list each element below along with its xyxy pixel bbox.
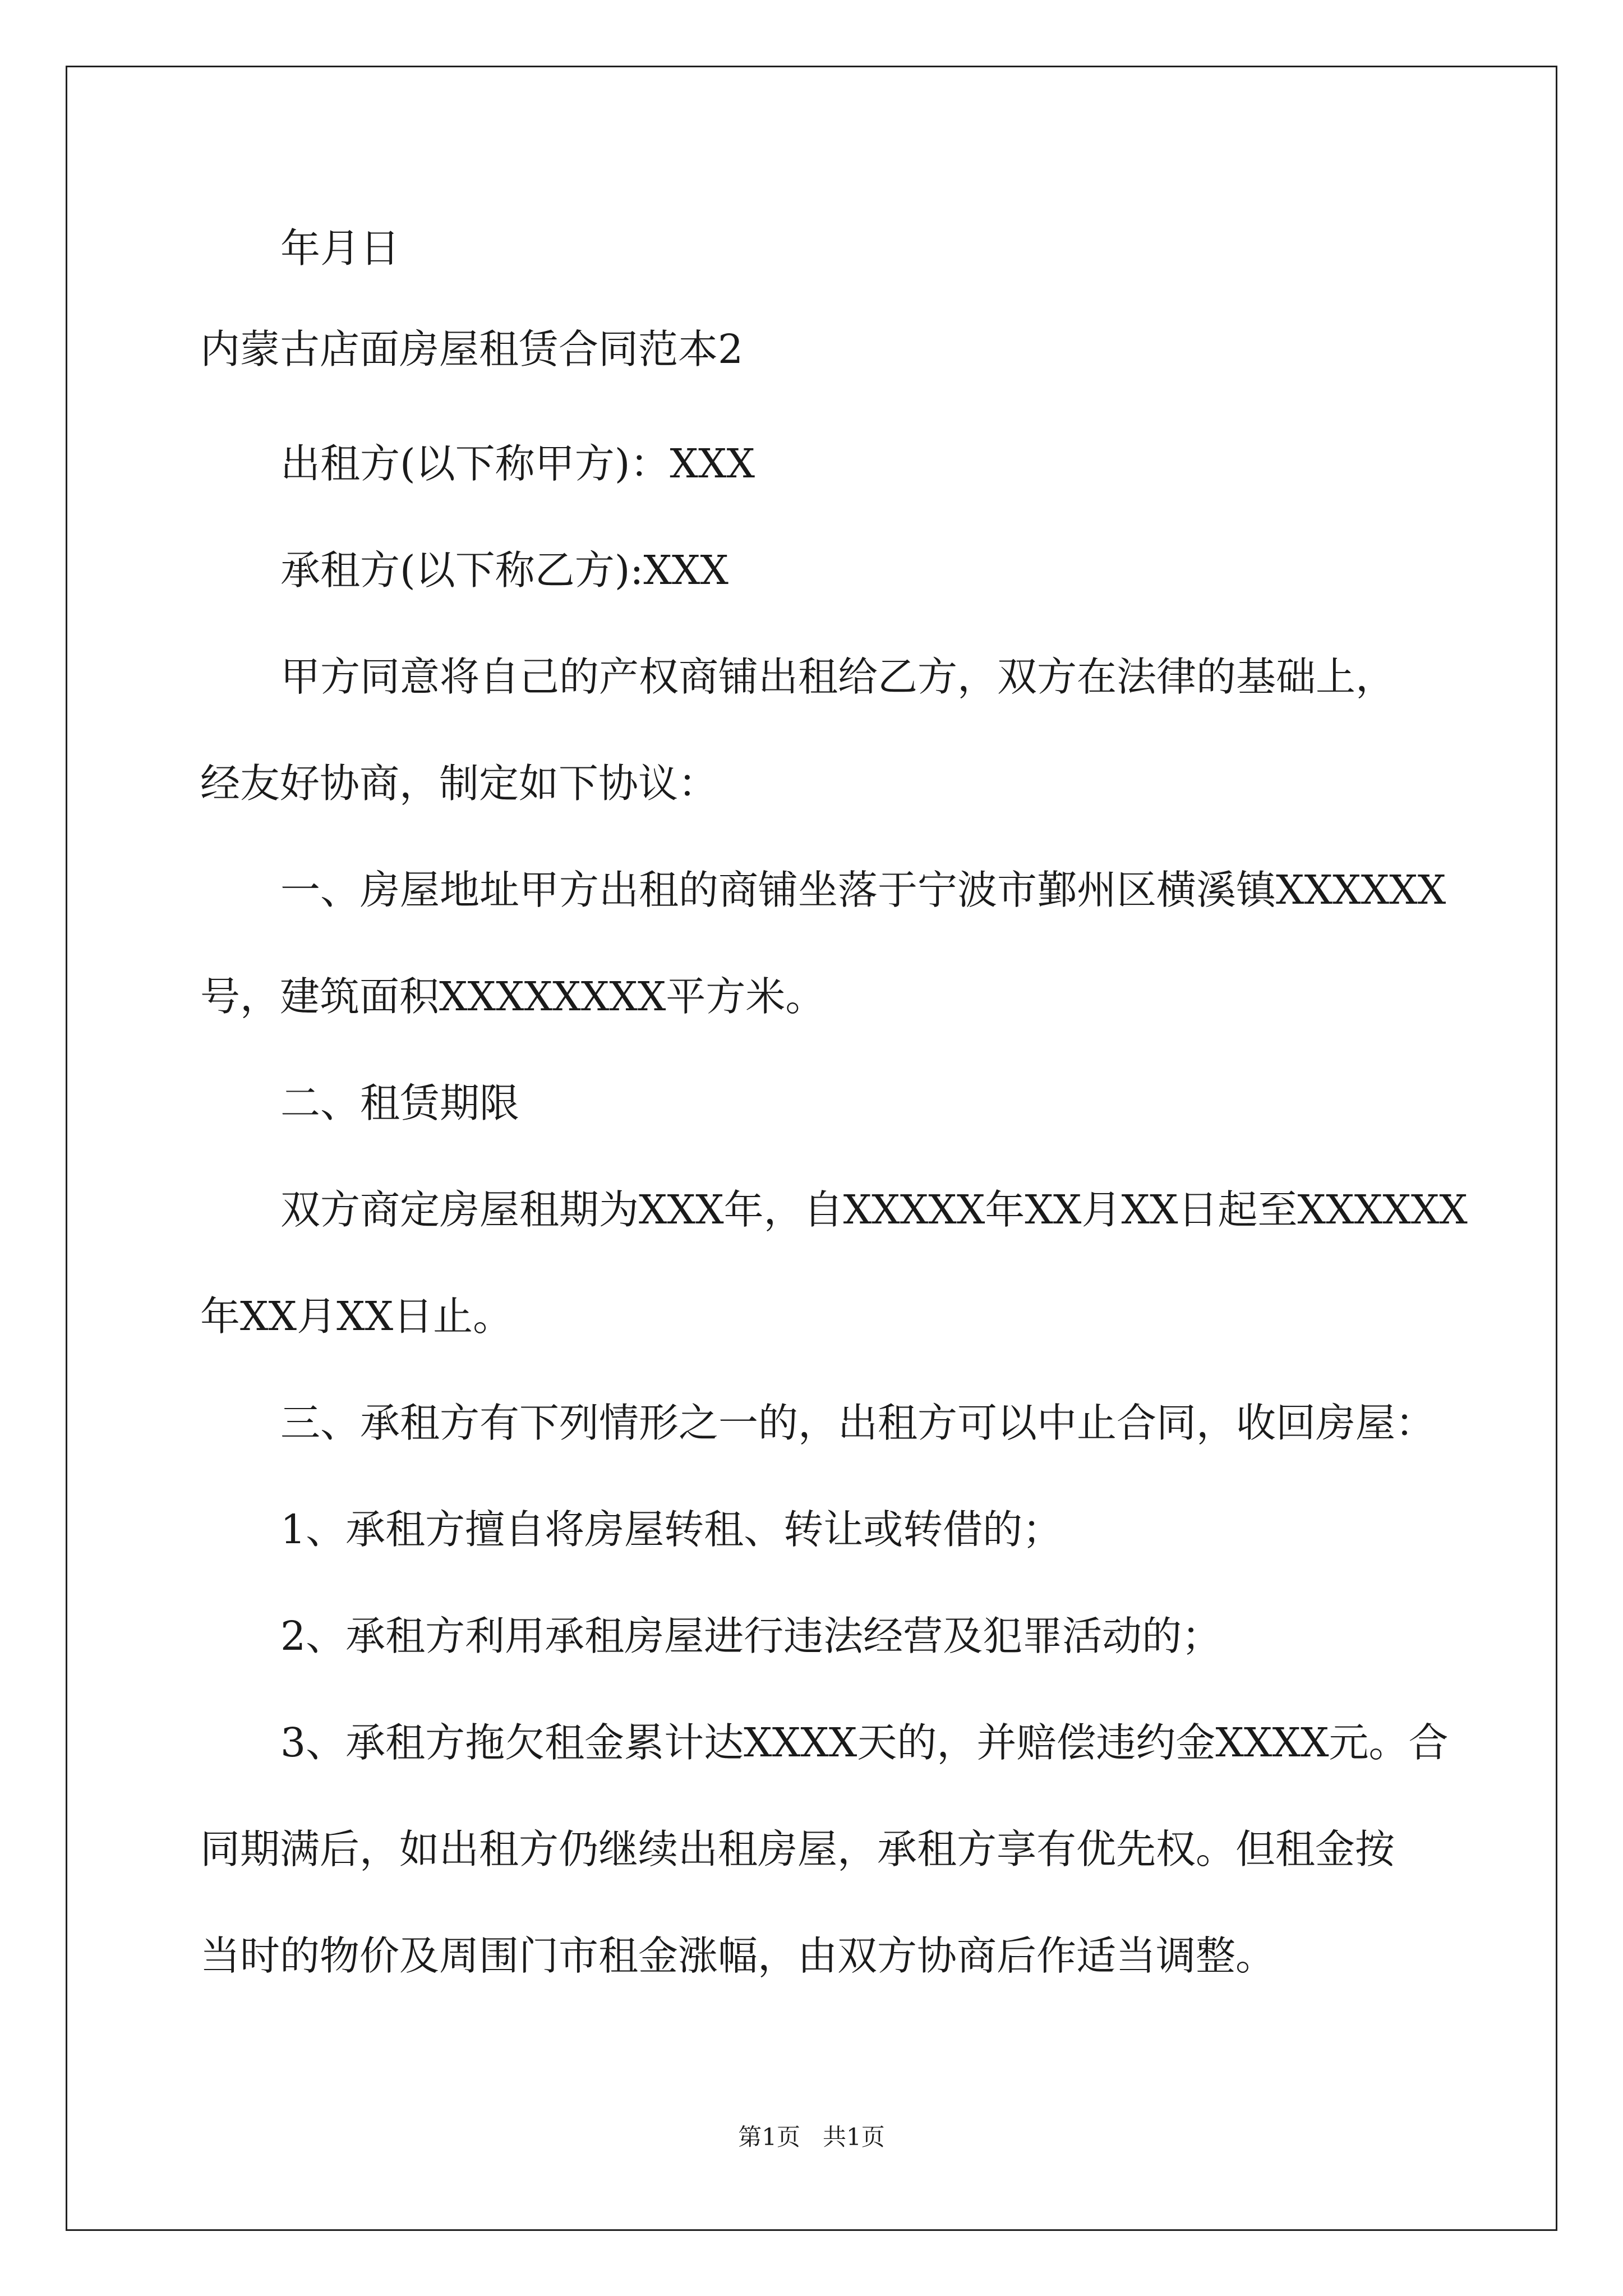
intro-paragraph-line-2: 经友好协商，制定如下协议：: [200, 760, 718, 807]
clause-1-line-1: 一、房屋地址甲方出租的商铺坐落于宁波市鄞州区横溪镇XXXXXX: [280, 867, 1446, 913]
page-border: [66, 66, 1557, 2231]
intro-paragraph-line-1: 甲方同意将自己的产权商铺出租给乙方，双方在法律的基础上，: [280, 654, 1396, 700]
date-line: 年月日: [280, 225, 400, 272]
clause-3-item-3-line-1: 3、承租方拖欠租金累计达XXXX天的，并赔偿违约金XXXX元。合: [280, 1719, 1449, 1766]
lessee-line: 承租方(以下称乙方):XXX: [280, 547, 728, 593]
clause-2-line-1: 双方商定房屋租期为XXX年，自XXXXX年XX月XX日起至XXXXXX: [280, 1186, 1468, 1233]
clause-3-item-1: 1、承租方擅自将房屋转租、转让或转借的；: [280, 1506, 1063, 1553]
clause-1-line-2: 号，建筑面积XXXXXXXX平方米。: [200, 973, 826, 1020]
clause-2-line-2: 年XX月XX日止。: [200, 1293, 513, 1340]
contract-title: 内蒙古店面房屋租赁合同范本2: [200, 326, 744, 372]
clause-3-item-3-line-2: 同期满后，如出租方仍继续出租房屋，承租方享有优先权。但租金按: [200, 1826, 1395, 1872]
clause-2-heading: 二、租赁期限: [280, 1080, 520, 1126]
clause-3-heading: 三、承租方有下列情形之一的，出租方可以中止合同，收回房屋：: [280, 1400, 1436, 1446]
page-footer: 第1页 共1页: [738, 2123, 885, 2151]
clause-3-item-3-line-3: 当时的物价及周围门市租金涨幅，由双方协商后作适当调整。: [200, 1932, 1276, 1979]
lessor-line: 出租方(以下称甲方)：XXX: [280, 440, 755, 487]
clause-3-item-2: 2、承租方利用承租房屋进行违法经营及犯罪活动的；: [280, 1613, 1222, 1659]
